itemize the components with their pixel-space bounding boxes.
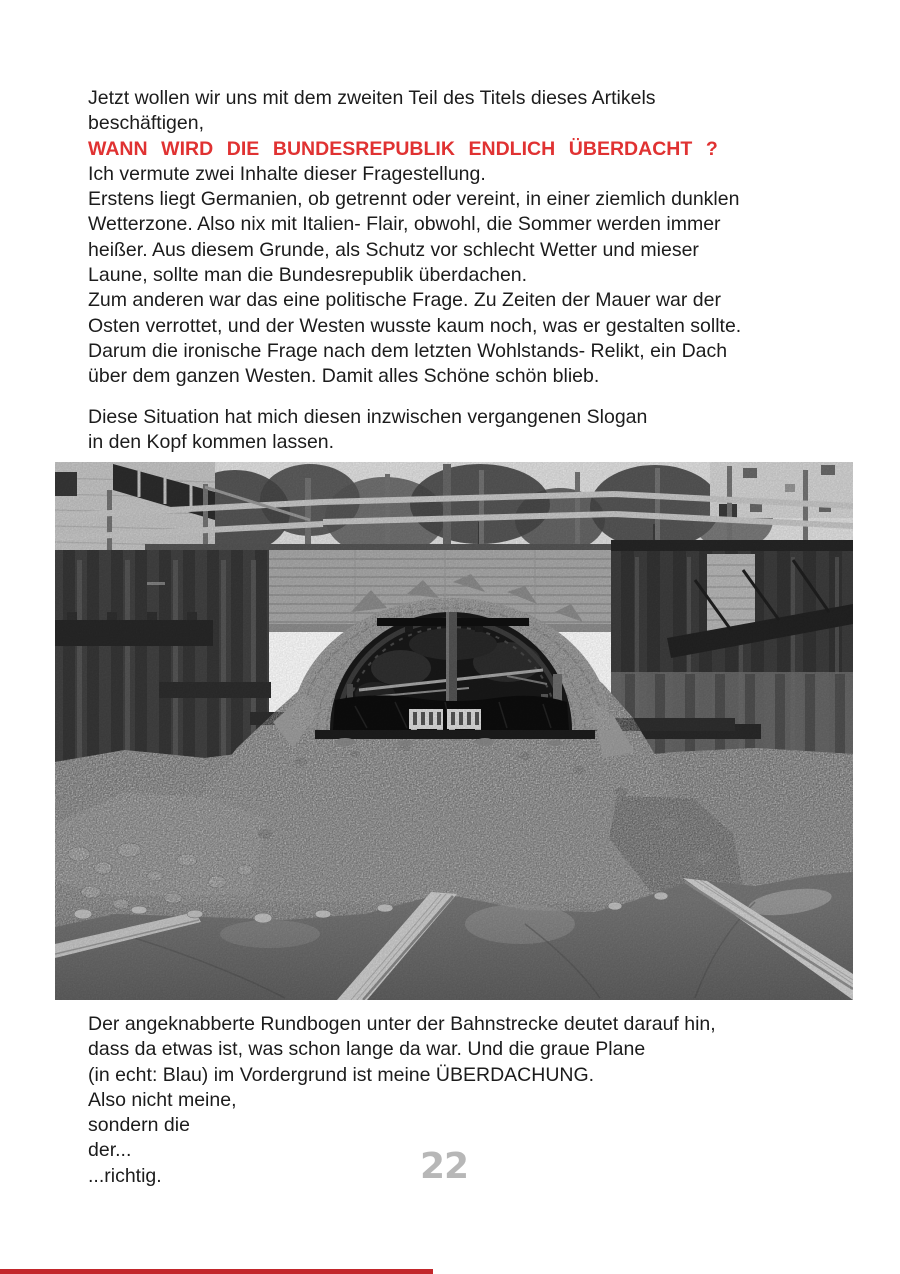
subline: Ich vermute zwei Inhalte dieser Fragestellung. [88, 162, 486, 185]
para3-line-4: über dem ganzen Westen. Damit alles Schöne schön blieb. [88, 365, 600, 388]
para4-line-2: in den Kopf kommen lassen. [88, 431, 335, 454]
intro-text [88, 86, 818, 390]
para3-line-1: Zum anderen war das eine politische Frage. Zu Zeiten der Mauer war der [88, 289, 721, 312]
headline: WANN WIRD DIE BUNDESREPUBLIK ENDLICH ÜBERDACHT ? [88, 137, 718, 160]
intro-line-1: Jetzt wollen wir uns mit dem zweiten Teil des Titels dieses Artikels [88, 87, 656, 109]
page-number: 22 [419, 1146, 469, 1187]
caption-line-4: Also nicht meine, [88, 1088, 237, 1111]
para2-line-1: Erstens liegt Germanien, ob getrennt oder vereint, in einer ziemlich dunklen [88, 188, 740, 211]
para3-line-2: Osten verrottet, und der Westen wusste kaum noch, was er gestalten sollte. [88, 314, 742, 337]
intro-line-2: beschäftigen, [88, 112, 205, 135]
lead-in-text [88, 405, 818, 456]
photo-grain [55, 462, 853, 1000]
caption-line-2: dass da etwas ist, was schon lange da war. Und die graue Plane [88, 1038, 646, 1061]
para2-line-2: Wetterzone. Also nix mit Italien- Flair, obwohl, die Sommer werden immer [88, 213, 721, 236]
caption-line-3: (in echt: Blau) im Vordergrund ist meine ÜBERDACHUNG. [88, 1063, 595, 1086]
para2-line-3: heißer. Aus diesem Grunde, als Schutz vor schlecht Wetter und mieser [88, 238, 699, 261]
para2-line-4: Laune, sollte man die Bundesrepublik überdachen. [88, 264, 528, 287]
para3-line-3: Darum die ironische Frage nach dem letzten Wohlstands- Relikt, ein Dach [88, 339, 728, 362]
caption-line-1: Der angeknabberte Rundbogen unter der Bahnstrecke deutet darauf hin, [88, 1013, 716, 1035]
caption-line-7: ...richtig. [88, 1164, 162, 1187]
para4-line-1: Diese Situation hat mich diesen inzwischen vergangenen Slogan [88, 406, 648, 428]
caption-line-5: sondern die [88, 1114, 190, 1137]
caption-line-6: der... [88, 1139, 132, 1162]
bottom-red-bar [0, 1269, 433, 1274]
construction-photo [55, 462, 853, 1000]
